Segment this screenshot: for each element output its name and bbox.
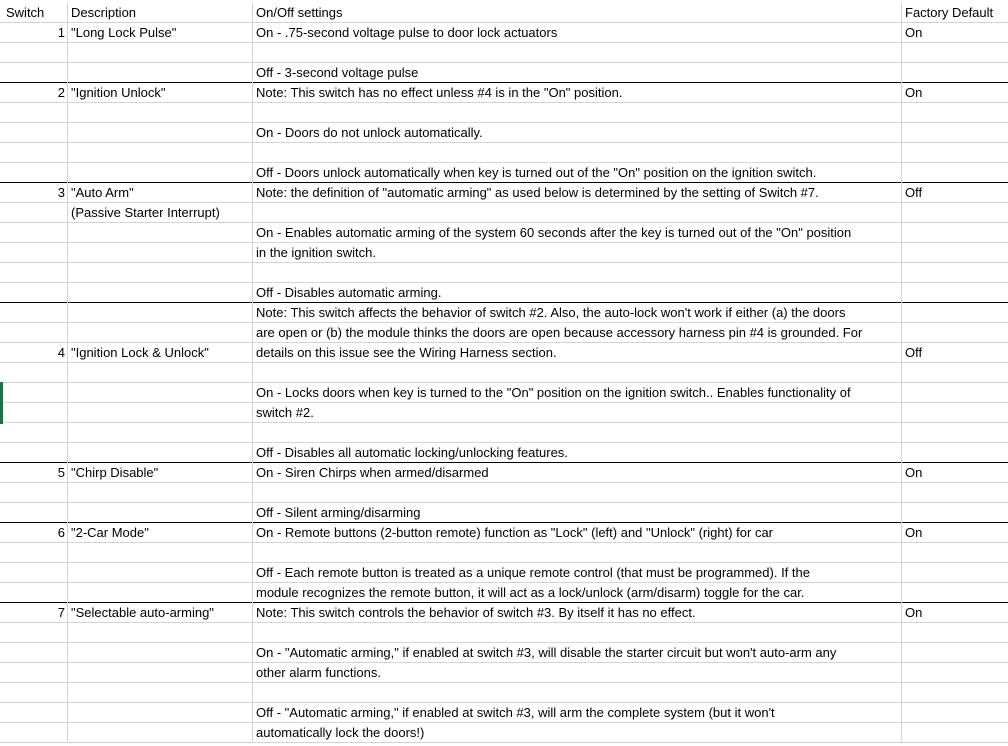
cell-factory-default[interactable]: [902, 123, 1008, 143]
table-row: [0, 63, 1008, 83]
cell-switch[interactable]: [0, 363, 68, 383]
cell-factory-default[interactable]: On: [905, 465, 923, 480]
cell-description[interactable]: (Passive Starter Interrupt): [68, 203, 253, 223]
cell-switch[interactable]: 6: [0, 523, 68, 543]
cell-description[interactable]: [68, 103, 253, 123]
cell-description[interactable]: [68, 663, 253, 683]
table-row: [0, 343, 1008, 363]
cell-switch[interactable]: [0, 483, 68, 503]
cell-description[interactable]: [68, 363, 253, 383]
table-row: [0, 603, 1008, 623]
cell-description[interactable]: "Chirp Disable": [68, 463, 253, 483]
cell-factory-default[interactable]: Off: [905, 185, 923, 200]
cell-description[interactable]: [68, 503, 253, 523]
table-row: [0, 323, 1008, 343]
cell-setting[interactable]: On - .75-second voltage pulse to door lock actuators: [253, 23, 902, 43]
selection-indicator: [0, 382, 3, 424]
cell-setting[interactable]: Note: This switch has no effect unless #4 is in the "On" position.: [253, 83, 902, 103]
cell-factory-default[interactable]: [902, 483, 1008, 503]
cell-factory-default[interactable]: Off: [905, 345, 923, 360]
table-row: [0, 103, 1008, 123]
cell-switch[interactable]: [0, 303, 68, 323]
table-row: [0, 243, 1008, 263]
cell-setting[interactable]: [253, 103, 902, 123]
cell-setting[interactable]: Off - Each remote button is treated as a unique remote control (that must be programmed). If the: [253, 563, 902, 583]
table-row: [0, 563, 1008, 583]
cell-setting[interactable]: [253, 43, 902, 63]
cell-description[interactable]: [68, 403, 253, 423]
table-row: [0, 383, 1008, 403]
cell-switch[interactable]: [0, 163, 68, 183]
cell-factory-default[interactable]: [902, 263, 1008, 283]
cell-setting[interactable]: Off - "Automatic arming," if enabled at switch #3, will arm the complete system (but it won't: [253, 703, 902, 723]
cell-factory-default[interactable]: [902, 383, 1008, 403]
cell-switch[interactable]: [0, 643, 68, 663]
table-row: [0, 583, 1008, 603]
cell-setting[interactable]: in the ignition switch.: [253, 243, 902, 263]
cell-switch[interactable]: [0, 283, 68, 303]
cell-factory-default[interactable]: [902, 203, 1008, 223]
cell-factory-default[interactable]: On: [905, 85, 923, 100]
cell-factory-default[interactable]: [902, 283, 1008, 303]
cell-switch[interactable]: [0, 543, 68, 563]
cell-factory-default[interactable]: On: [905, 25, 923, 40]
cell-switch[interactable]: [0, 403, 68, 423]
cell-switch[interactable]: [0, 263, 68, 283]
cell-description[interactable]: [68, 483, 253, 503]
cell-setting[interactable]: On - Enables automatic arming of the system 60 seconds after the key is turned out of the "On" position: [253, 223, 902, 243]
cell-factory-default[interactable]: [902, 403, 1008, 423]
cell-setting[interactable]: automatically lock the doors!): [253, 723, 902, 743]
cell-description[interactable]: [68, 223, 253, 243]
cell-setting[interactable]: switch #2.: [253, 403, 902, 423]
header-factory-default[interactable]: Factory Default: [905, 5, 994, 20]
table-row: [0, 223, 1008, 243]
cell-factory-default[interactable]: [902, 303, 1008, 323]
table-row: [0, 683, 1008, 703]
cell-factory-default[interactable]: [902, 543, 1008, 563]
cell-setting[interactable]: Note: This switch controls the behavior of switch #3. By itself it has no effect.: [253, 603, 902, 623]
cell-switch[interactable]: [0, 43, 68, 63]
cell-description[interactable]: [68, 683, 253, 703]
table-row: [0, 83, 1008, 103]
cell-switch[interactable]: 1: [0, 23, 68, 43]
cell-factory-default[interactable]: [902, 443, 1008, 463]
cell-setting[interactable]: Off - Doors unlock automatically when key is turned out of the "On" position on the ignition switch.: [253, 163, 902, 183]
cell-factory-default[interactable]: [902, 143, 1008, 163]
cell-description[interactable]: [68, 723, 253, 743]
table-row: [0, 423, 1008, 443]
cell-description[interactable]: [68, 323, 253, 343]
cell-switch[interactable]: [0, 683, 68, 703]
cell-setting[interactable]: [253, 143, 902, 163]
cell-description[interactable]: [68, 423, 253, 443]
cell-setting[interactable]: other alarm functions.: [253, 663, 902, 683]
cell-description[interactable]: "2-Car Mode": [68, 523, 253, 543]
cell-factory-default[interactable]: [902, 643, 1008, 663]
cell-description[interactable]: "Ignition Lock & Unlock": [68, 343, 253, 363]
table-row: [0, 543, 1008, 563]
cell-setting[interactable]: Note: the definition of "automatic arming" as used below is determined by the setting of Switch #7.: [253, 183, 902, 203]
cell-setting[interactable]: Off - Silent arming/disarming: [253, 503, 902, 523]
cell-factory-default[interactable]: [902, 423, 1008, 443]
cell-switch[interactable]: 2: [0, 83, 68, 103]
cell-setting[interactable]: Off - Disables automatic arming.: [253, 283, 902, 303]
cell-factory-default[interactable]: [902, 63, 1008, 83]
cell-description[interactable]: [68, 643, 253, 663]
cell-description[interactable]: [68, 143, 253, 163]
cell-switch[interactable]: [0, 223, 68, 243]
cell-factory-default[interactable]: [902, 683, 1008, 703]
header-row: [0, 3, 1008, 23]
table-row: [0, 463, 1008, 483]
cell-switch[interactable]: [0, 723, 68, 743]
table-row: [0, 303, 1008, 323]
cell-switch[interactable]: [0, 443, 68, 463]
cell-description[interactable]: [68, 283, 253, 303]
cell-setting[interactable]: On - Remote buttons (2-button remote) function as "Lock" (left) and "Unlock" (right) for car: [253, 523, 902, 543]
cell-description[interactable]: "Ignition Unlock": [68, 83, 253, 103]
cell-setting[interactable]: Note: This switch affects the behavior of switch #2. Also, the auto-lock won't work if either (a) the doors: [253, 303, 902, 323]
cell-setting[interactable]: On - "Automatic arming," if enabled at switch #3, will disable the starter circuit but won't auto-arm any: [253, 643, 902, 663]
table-row: [0, 183, 1008, 203]
cell-description[interactable]: [68, 583, 253, 603]
cell-switch[interactable]: 5: [0, 463, 68, 483]
cell-factory-default[interactable]: [902, 723, 1008, 743]
cell-switch[interactable]: [0, 663, 68, 683]
table-row: [0, 283, 1008, 303]
cell-description[interactable]: "Long Lock Pulse": [68, 23, 253, 43]
cell-switch[interactable]: [0, 623, 68, 643]
header-switch[interactable]: Switch: [0, 3, 68, 23]
cell-setting[interactable]: [253, 203, 902, 223]
cell-switch[interactable]: 3: [0, 183, 68, 203]
cell-switch[interactable]: [0, 503, 68, 523]
table-row: [0, 663, 1008, 683]
cell-description[interactable]: [68, 63, 253, 83]
cell-setting[interactable]: are open or (b) the module thinks the doors are open because accessory harness pin #4 is grounded. For: [253, 323, 902, 343]
cell-factory-default[interactable]: [902, 223, 1008, 243]
cell-setting[interactable]: module recognizes the remote button, it will act as a lock/unlock (arm/disarm) toggle for the car.: [253, 583, 902, 603]
cell-setting[interactable]: details on this issue see the Wiring Harness section.: [253, 343, 902, 363]
table-row: [0, 43, 1008, 63]
cell-switch[interactable]: [0, 103, 68, 123]
cell-description[interactable]: [68, 443, 253, 463]
cell-switch[interactable]: [0, 703, 68, 723]
cell-switch[interactable]: [0, 583, 68, 603]
table-row: [0, 203, 1008, 223]
table-row: [0, 623, 1008, 643]
cell-description[interactable]: [68, 563, 253, 583]
cell-setting[interactable]: [253, 683, 902, 703]
cell-switch[interactable]: [0, 123, 68, 143]
cell-switch[interactable]: [0, 563, 68, 583]
cell-description[interactable]: [68, 243, 253, 263]
cell-description[interactable]: [68, 703, 253, 723]
cell-description[interactable]: [68, 623, 253, 643]
cell-switch[interactable]: 4: [0, 343, 68, 363]
cell-factory-default[interactable]: [902, 563, 1008, 583]
cell-switch[interactable]: [0, 243, 68, 263]
table-row: [0, 643, 1008, 663]
cell-description[interactable]: [68, 303, 253, 323]
table-row: [0, 403, 1008, 423]
cell-factory-default[interactable]: [902, 583, 1008, 603]
header-description[interactable]: Description: [68, 3, 253, 23]
table-row: [0, 123, 1008, 143]
cell-factory-default[interactable]: [902, 623, 1008, 643]
table-row: [0, 503, 1008, 523]
cell-switch[interactable]: [0, 63, 68, 83]
cell-switch[interactable]: [0, 383, 68, 403]
cell-setting[interactable]: On - Doors do not unlock automatically.: [253, 123, 902, 143]
cell-factory-default[interactable]: [902, 703, 1008, 723]
table-row: [0, 363, 1008, 383]
cell-description[interactable]: [68, 43, 253, 63]
cell-factory-default[interactable]: On: [905, 605, 923, 620]
cell-switch[interactable]: [0, 423, 68, 443]
cell-factory-default[interactable]: [902, 503, 1008, 523]
table-row: [0, 483, 1008, 503]
cell-factory-default[interactable]: [902, 323, 1008, 343]
cell-setting[interactable]: [253, 483, 902, 503]
header-setting[interactable]: On/Off settings: [253, 3, 902, 23]
cell-setting[interactable]: [253, 543, 902, 563]
cell-setting[interactable]: On - Siren Chirps when armed/disarmed: [253, 463, 902, 483]
table-row: [0, 723, 1008, 743]
table-row: [0, 443, 1008, 463]
cell-setting[interactable]: [253, 623, 902, 643]
cell-description[interactable]: "Selectable auto-arming": [68, 603, 253, 623]
cell-setting[interactable]: Off - 3-second voltage pulse: [253, 63, 902, 83]
cell-factory-default[interactable]: [902, 103, 1008, 123]
cell-switch[interactable]: [0, 203, 68, 223]
table-row: [0, 523, 1008, 543]
cell-description[interactable]: [68, 383, 253, 403]
table-row: [0, 23, 1008, 43]
cell-description[interactable]: [68, 163, 253, 183]
cell-factory-default[interactable]: [902, 663, 1008, 683]
cell-setting[interactable]: [253, 423, 902, 443]
cell-factory-default[interactable]: [902, 363, 1008, 383]
cell-description[interactable]: [68, 123, 253, 143]
cell-description[interactable]: "Auto Arm": [68, 183, 253, 203]
cell-setting[interactable]: Off - Disables all automatic locking/unlocking features.: [253, 443, 902, 463]
cell-factory-default[interactable]: [902, 43, 1008, 63]
cell-factory-default[interactable]: [902, 163, 1008, 183]
cell-switch[interactable]: [0, 143, 68, 163]
cell-description[interactable]: [68, 263, 253, 283]
table-row: [0, 263, 1008, 283]
cell-setting[interactable]: [253, 263, 902, 283]
cell-description[interactable]: [68, 543, 253, 563]
cell-setting[interactable]: [253, 363, 902, 383]
table-row: [0, 163, 1008, 183]
table-row: [0, 703, 1008, 723]
cell-switch[interactable]: 7: [0, 603, 68, 623]
cell-switch[interactable]: [0, 323, 68, 343]
cell-setting[interactable]: On - Locks doors when key is turned to the "On" position on the ignition switch.. Enables functionality of: [253, 383, 902, 403]
table-row: [0, 143, 1008, 163]
cell-factory-default[interactable]: [902, 243, 1008, 263]
cell-factory-default[interactable]: On: [905, 525, 923, 540]
